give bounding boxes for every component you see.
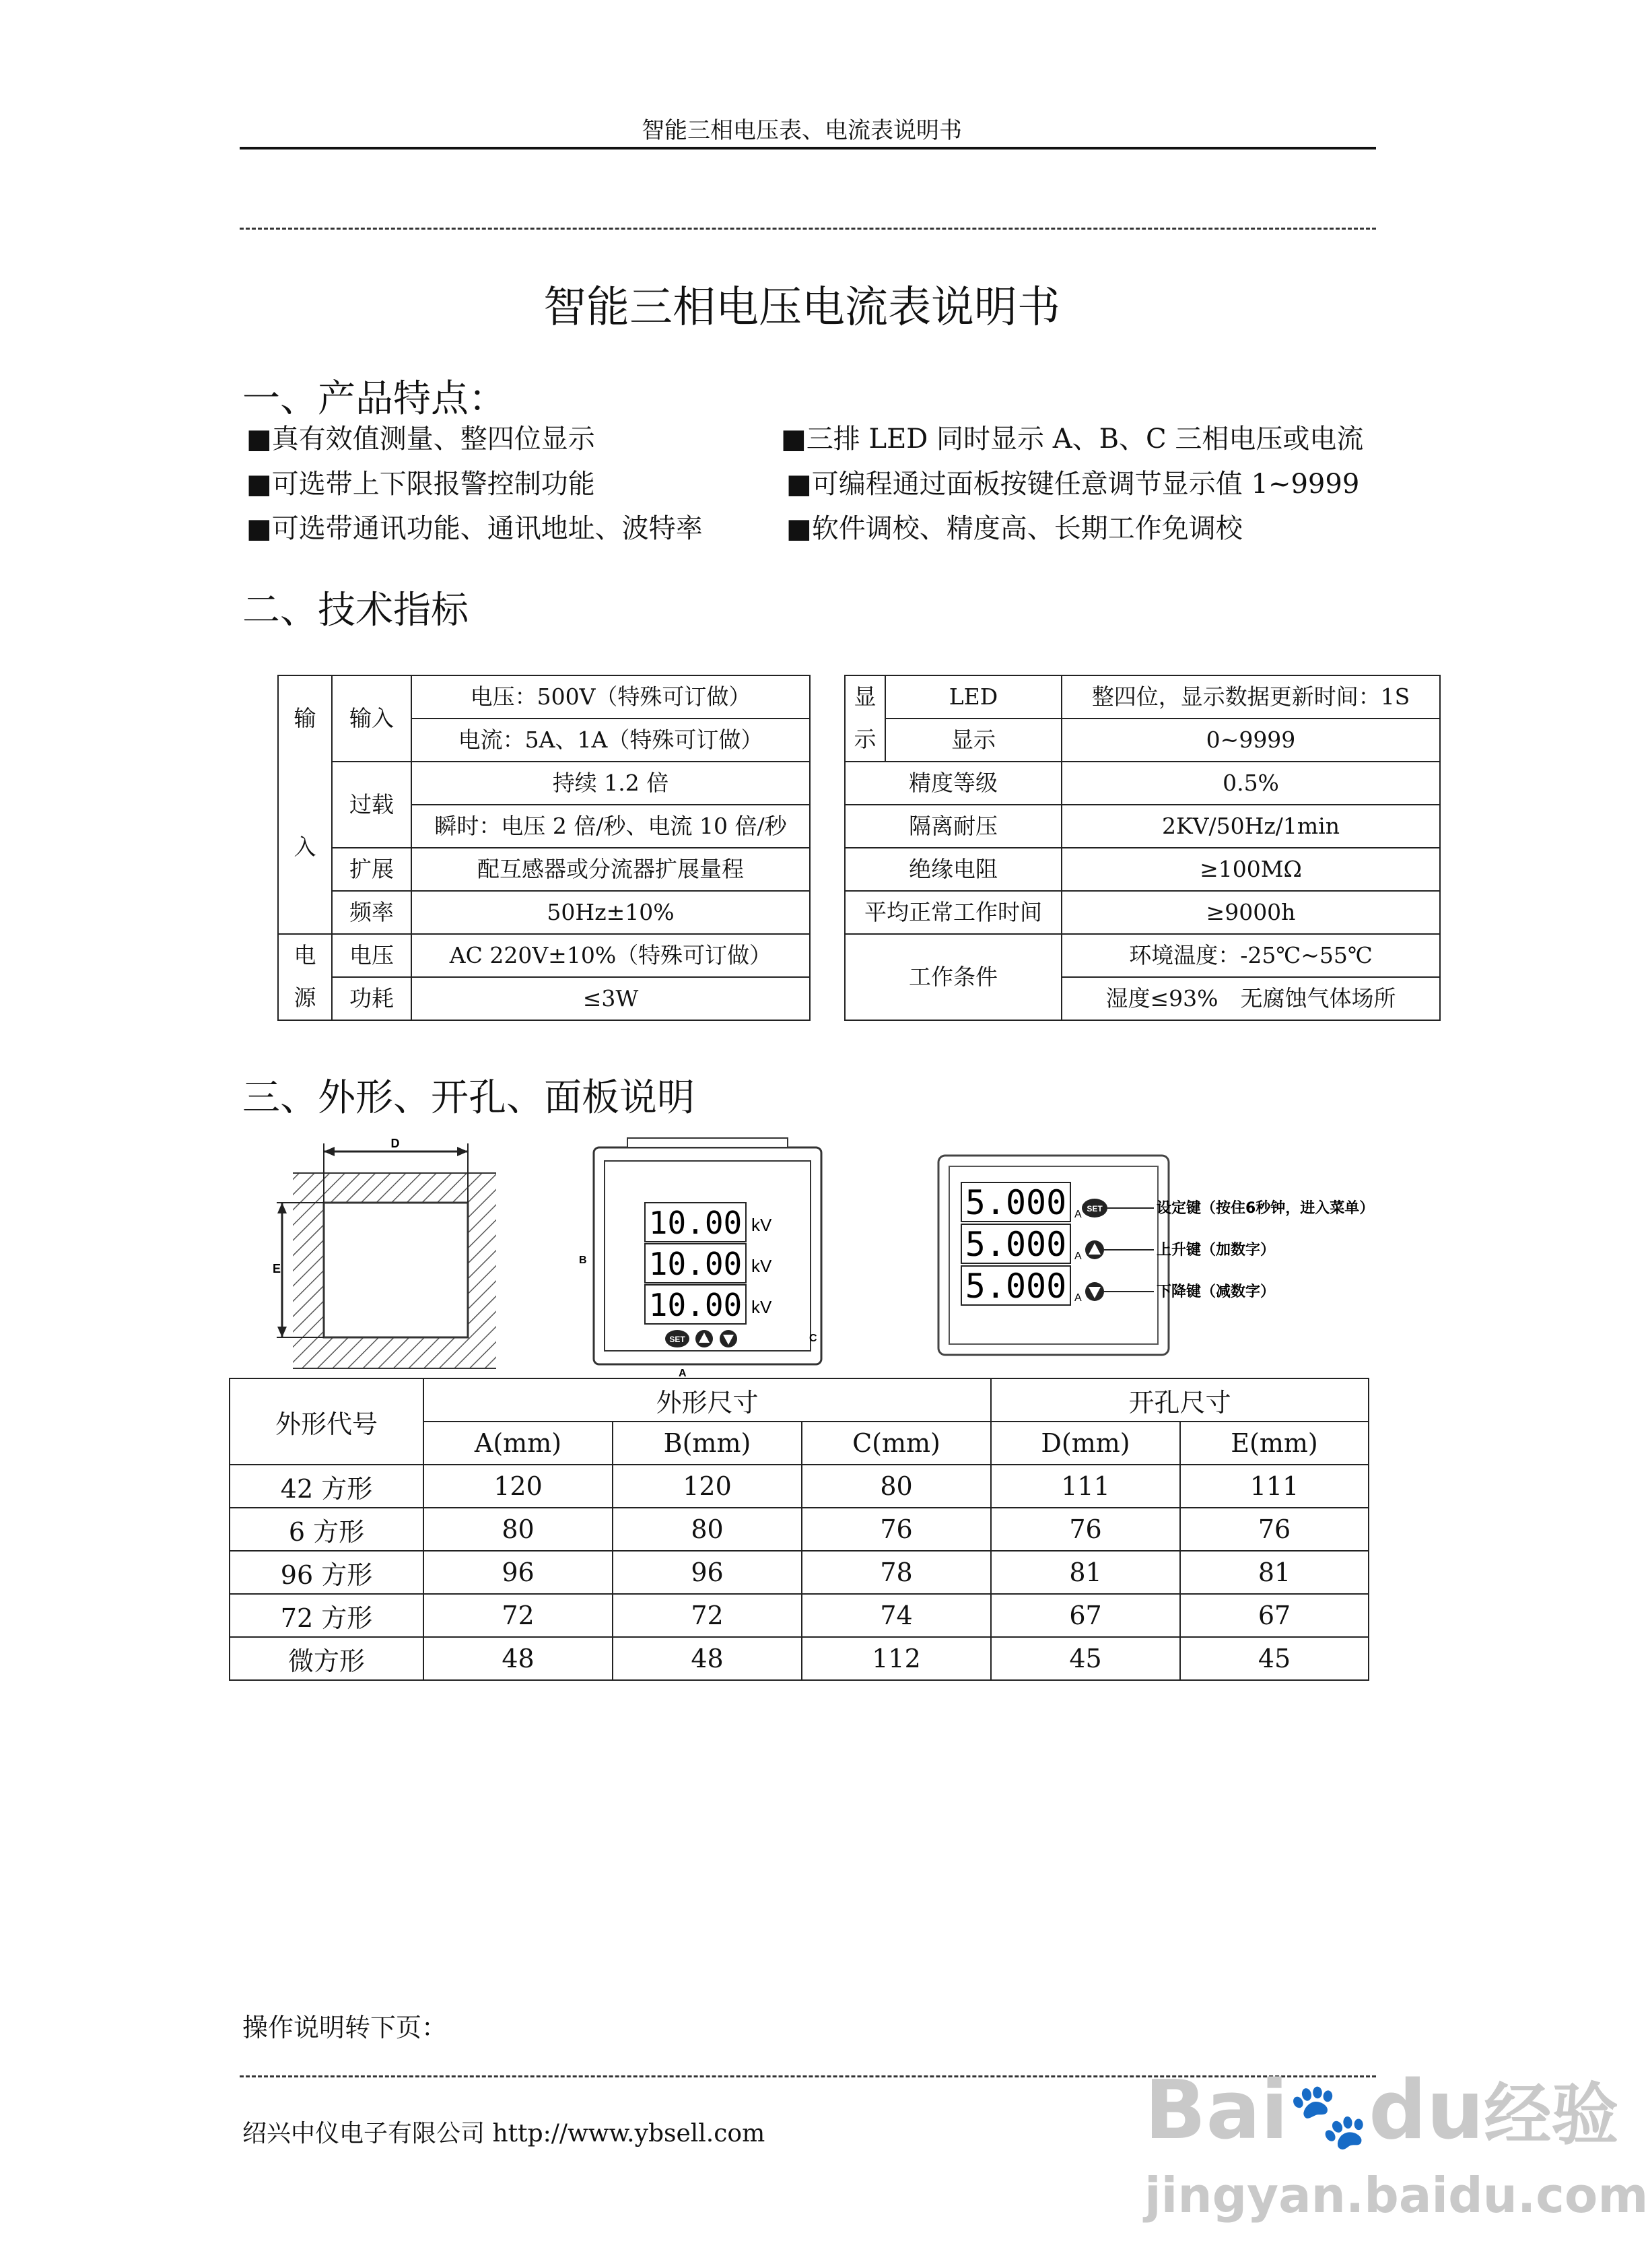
group-label-display-top: 显	[845, 675, 885, 719]
row-label-isolation: 隔离耐压	[845, 805, 1062, 848]
spec-table-input	[277, 675, 811, 1021]
feature-item: ■可选带通讯功能、通讯地址、波特率	[246, 513, 703, 544]
cell-e: 81	[1180, 1551, 1369, 1594]
label-e: E	[273, 1262, 281, 1275]
expand-value: 配互感器或分流器扩展量程	[411, 848, 810, 891]
table-row	[230, 1637, 1369, 1680]
cell-code: 42 方形	[230, 1465, 423, 1508]
running-header: 智能三相电压表、电流表说明书	[642, 117, 962, 144]
cell-c: 112	[802, 1637, 991, 1680]
row-label-expand: 扩展	[332, 848, 411, 891]
row-label-display: 显示	[885, 719, 1062, 762]
cutout-diagram	[273, 1138, 522, 1380]
feature-item: ■三排 LED 同时显示 A、B、C 三相电压或电流	[781, 424, 1364, 455]
insulation-value: ≥100MΩ	[1062, 848, 1440, 891]
row-label-conditions: 工作条件	[845, 934, 1062, 1020]
dimension-table	[229, 1378, 1369, 1681]
feature-item: ■可选带上下限报警控制功能	[246, 469, 595, 500]
row-label-insulation: 绝缘电阻	[845, 848, 1062, 891]
watermark-brand-du: du	[1369, 2064, 1484, 2158]
cell-a: 72	[423, 1594, 613, 1637]
header-e-mm: E(mm)	[1180, 1422, 1369, 1465]
label-d: D	[390, 1137, 400, 1150]
cell-c: 74	[802, 1594, 991, 1637]
panel-display-1: 5.000	[965, 1183, 1067, 1222]
panel-keys-diagram	[934, 1152, 1433, 1367]
display-value: 0~9999	[1062, 719, 1440, 762]
panel-phase-2: A	[1074, 1250, 1082, 1262]
frequency-value: 50Hz±10%	[411, 891, 810, 934]
group-label-display-bottom: 示	[845, 719, 885, 762]
watermark-logo	[1144, 2061, 1618, 2158]
row-label-mtbf: 平均正常工作时间	[845, 891, 1062, 934]
cell-b: 96	[613, 1551, 802, 1594]
accuracy-value: 0.5%	[1062, 762, 1440, 805]
cell-c: 76	[802, 1508, 991, 1551]
row-label-overload: 过载	[332, 762, 411, 848]
row-label-led: LED	[885, 675, 1062, 719]
cell-a: 48	[423, 1637, 613, 1680]
cell-code: 96 方形	[230, 1551, 423, 1594]
cell-d: 81	[991, 1551, 1180, 1594]
down-key-description: 下降键（减数字）	[1157, 1283, 1276, 1300]
panel-phase-3: A	[1074, 1292, 1082, 1304]
cell-d: 67	[991, 1594, 1180, 1637]
input-voltage-value: 电压：500V（特殊可订做）	[411, 675, 810, 719]
meter-display-2: 10.00	[648, 1246, 743, 1282]
meter-display-1: 10.00	[648, 1205, 743, 1241]
header-outline-size: 外形尺寸	[423, 1378, 991, 1422]
label-a: A	[679, 1368, 687, 1379]
watermark-url: jingyan.baidu.com	[1144, 2167, 1648, 2224]
dashed-divider-top	[240, 228, 1376, 230]
header-cutout-size: 开孔尺寸	[991, 1378, 1369, 1422]
header-rule	[240, 147, 1376, 149]
table-row	[230, 1508, 1369, 1551]
meter-unit-2: kV	[751, 1256, 772, 1276]
cell-b: 120	[613, 1465, 802, 1508]
cell-e: 111	[1180, 1465, 1369, 1508]
up-key-description: 上升键（加数字）	[1157, 1242, 1276, 1259]
table-row	[230, 1551, 1369, 1594]
section-heading-specs: 二、技术指标	[242, 589, 469, 632]
cell-c: 78	[802, 1551, 991, 1594]
table-row	[230, 1594, 1369, 1637]
overload-instant-value: 瞬时：电压 2 倍/秒、电流 10 倍/秒	[411, 805, 810, 848]
cell-a: 96	[423, 1551, 613, 1594]
panel-display-2: 5.000	[965, 1225, 1067, 1264]
row-label-frequency: 频率	[332, 891, 411, 934]
watermark-brand-latin: Bai	[1144, 2064, 1289, 2158]
cell-c: 80	[802, 1465, 991, 1508]
cell-a: 80	[423, 1508, 613, 1551]
group-label-power-top: 电	[278, 934, 332, 977]
power-consumption-value: ≤3W	[411, 977, 810, 1020]
header-outline-code: 外形代号	[230, 1378, 423, 1465]
watermark-brand-cn: 经验	[1484, 2075, 1619, 2154]
group-label-power-bottom: 源	[278, 977, 332, 1020]
header-b-mm: B(mm)	[613, 1422, 802, 1465]
cell-d: 111	[991, 1465, 1180, 1508]
feature-item: ■可编程通过面板按键任意调节显示值 1~9999	[786, 469, 1360, 500]
isolation-value: 2KV/50Hz/1min	[1062, 805, 1440, 848]
section-heading-features: 一、产品特点：	[242, 377, 506, 421]
spec-table-display	[844, 675, 1441, 1021]
cutout-hole	[324, 1203, 468, 1337]
overload-continuous-value: 持续 1.2 倍	[411, 762, 810, 805]
set-key-label: SET	[669, 1335, 685, 1344]
cell-b: 72	[613, 1594, 802, 1637]
conditions-humidity: 湿度≤93% 无腐蚀气体场所	[1062, 977, 1440, 1020]
meter-front-diagram	[578, 1138, 840, 1380]
label-c: C	[809, 1333, 817, 1344]
cell-d: 45	[991, 1637, 1180, 1680]
panel-set-key-label: SET	[1087, 1204, 1103, 1213]
meter-unit-1: kV	[751, 1215, 772, 1235]
continue-note: 操作说明转下页：	[242, 2013, 448, 2042]
power-voltage-value: AC 220V±10%（特殊可订做）	[411, 934, 810, 977]
cell-d: 76	[991, 1508, 1180, 1551]
feature-item: ■软件调校、精度高、长期工作免调校	[786, 513, 1243, 544]
set-key-description: 设定键（按住6秒钟，进入菜单）	[1157, 1200, 1375, 1217]
mtbf-value: ≥9000h	[1062, 891, 1440, 934]
meter-unit-3: kV	[751, 1297, 772, 1317]
conditions-temperature: 环境温度：-25℃~55℃	[1062, 934, 1440, 977]
cell-code: 微方形	[230, 1637, 423, 1680]
group-label-input-top: 输	[278, 675, 332, 762]
row-label-accuracy: 精度等级	[845, 762, 1062, 805]
cell-b: 48	[613, 1637, 802, 1680]
led-value: 整四位，显示数据更新时间：1S	[1062, 675, 1440, 719]
meter-display-3: 10.00	[648, 1287, 743, 1323]
section-heading-outline: 三、外形、开孔、面板说明	[242, 1076, 695, 1120]
row-label-input: 输入	[332, 675, 411, 762]
header-a-mm: A(mm)	[423, 1422, 613, 1465]
cell-e: 45	[1180, 1637, 1369, 1680]
paw-icon: 🐾	[1288, 2078, 1369, 2154]
panel-phase-1: A	[1074, 1209, 1082, 1220]
document-title: 智能三相电压电流表说明书	[543, 283, 1060, 333]
table-row	[230, 1465, 1369, 1508]
company-line: 绍兴中仪电子有限公司 http://www.ybsell.com	[242, 2120, 765, 2147]
feature-item: ■真有效值测量、整四位显示	[246, 424, 595, 455]
header-d-mm: D(mm)	[991, 1422, 1180, 1465]
group-label-input-bottom: 入	[278, 762, 332, 934]
panel-display-3: 5.000	[965, 1267, 1067, 1306]
label-b: B	[579, 1255, 587, 1266]
cell-b: 80	[613, 1508, 802, 1551]
cell-e: 67	[1180, 1594, 1369, 1637]
cell-a: 120	[423, 1465, 613, 1508]
row-label-power-voltage: 电压	[332, 934, 411, 977]
cell-e: 76	[1180, 1508, 1369, 1551]
input-current-value: 电流：5A、1A（特殊可订做）	[411, 719, 810, 762]
header-c-mm: C(mm)	[802, 1422, 991, 1465]
row-label-power-consumption: 功耗	[332, 977, 411, 1020]
cell-code: 72 方形	[230, 1594, 423, 1637]
cell-code: 6 方形	[230, 1508, 423, 1551]
